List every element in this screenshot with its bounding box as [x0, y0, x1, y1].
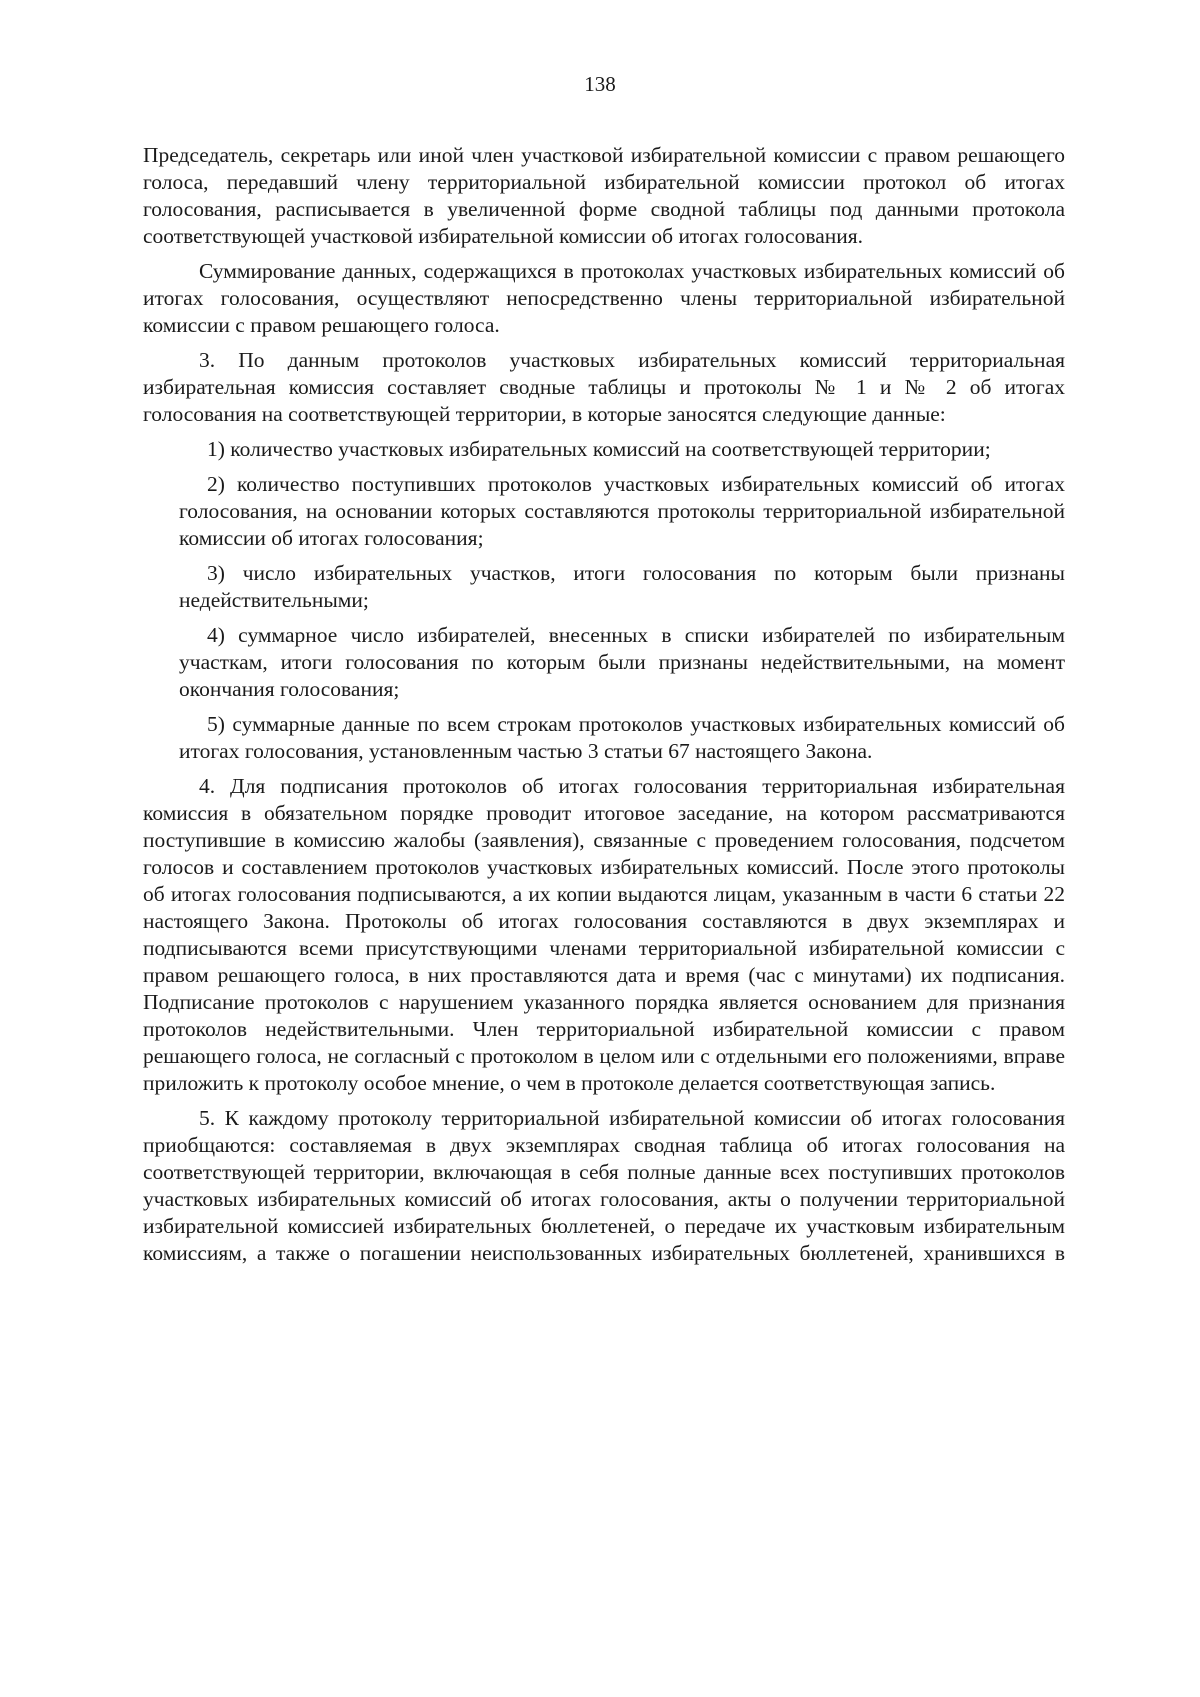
paragraph-chairman-signature: Председатель, секретарь или иной член участковой избирательной комиссии с правом решающего голоса, передавший члену территориальной избирательной комиссии протокол об итогах голосования, расписывается в увеличенной форме сводной таблицы под данными протокола соответствующей участковой избирательной комиссии об итогах голосования.: [143, 143, 1065, 248]
paragraph-section-4: 4. Для подписания протоколов об итогах голосования территориальная избирательная комиссия в обязательном порядке проводит итоговое заседание, на котором рассматриваются поступившие в комиссию жалобы (заявления), связанные с проведением голосования, подсчетом голосов и составлением протоколов участковых избирательных комиссий. После этого протоколы об итогах голосования подписываются, а их копии выдаются лицам, указанным в части 6 статьи 22 настоящего Закона. Протоколы об итогах голосования составляются в двух экземплярах и подписываются всеми присутствующими членами территориальной избирательной комиссии с правом решающего голоса, в них проставляются дата и время (час с минутами) их подписания. Подписание протоколов с нарушением указанного порядка является основанием для признания протоколов недействительными. Член территориальной избирательной комиссии с правом решающего голоса, не согласный с протоколом в целом или с отдельными его положениями, вправе приложить к протоколу особое мнение, о чем в протоколе делается соответствующая запись.: [143, 774, 1065, 1095]
list-item-2: 2) количество поступивших протоколов участковых избирательных комиссий об итогах голосования, на основании которых составляются протоколы территориальной избирательной комиссии об итогах голосования;: [179, 472, 1065, 550]
paragraph-section-5: 5. К каждому протоколу территориальной избирательной комиссии об итогах голосования приобщаются: составляемая в двух экземплярах сводная таблица об итогах голосования на соответствующей территории, включающая в себя полные данные всех поступивших протоколов участковых избирательных комиссий об итогах голосования, акты о получении территориальной избирательной комиссией избирательных бюллетеней, о передаче их участковым избирательным комиссиям, а также о погашении неиспользованных избирательных бюллетеней, хранившихся в: [143, 1106, 1065, 1265]
list-item-4: 4) суммарное число избирателей, внесенных в списки избирателей по избирательным участкам, итоги голосования по которым были признаны недействительными, на момент окончания голосования;: [179, 623, 1065, 701]
document-body: [143, 142, 1065, 1275]
list-item-5: 5) суммарные данные по всем строкам протоколов участковых избирательных комиссий об итогах голосования, установленным частью 3 статьи 67 настоящего Закона.: [179, 712, 1065, 763]
list-item-1: 1) количество участковых избирательных комиссий на соответствующей территории;: [207, 437, 991, 461]
list-item-3: 3) число избирательных участков, итоги голосования по которым были признаны недействительными;: [179, 561, 1065, 612]
page-number: 138: [584, 72, 616, 96]
paragraph-summation: Суммирование данных, содержащихся в протоколах участковых избирательных комиссий об итогах голосования, осуществляют непосредственно члены территориальной избирательной комиссии с правом решающего голоса.: [143, 259, 1065, 337]
paragraph-section-3: 3. По данным протоколов участковых избирательных комиссий территориальная избирательная комиссия составляет сводные таблицы и протоколы № 1 и № 2 об итогах голосования на соответствующей территории, в которые заносятся следующие данные:: [143, 348, 1065, 426]
